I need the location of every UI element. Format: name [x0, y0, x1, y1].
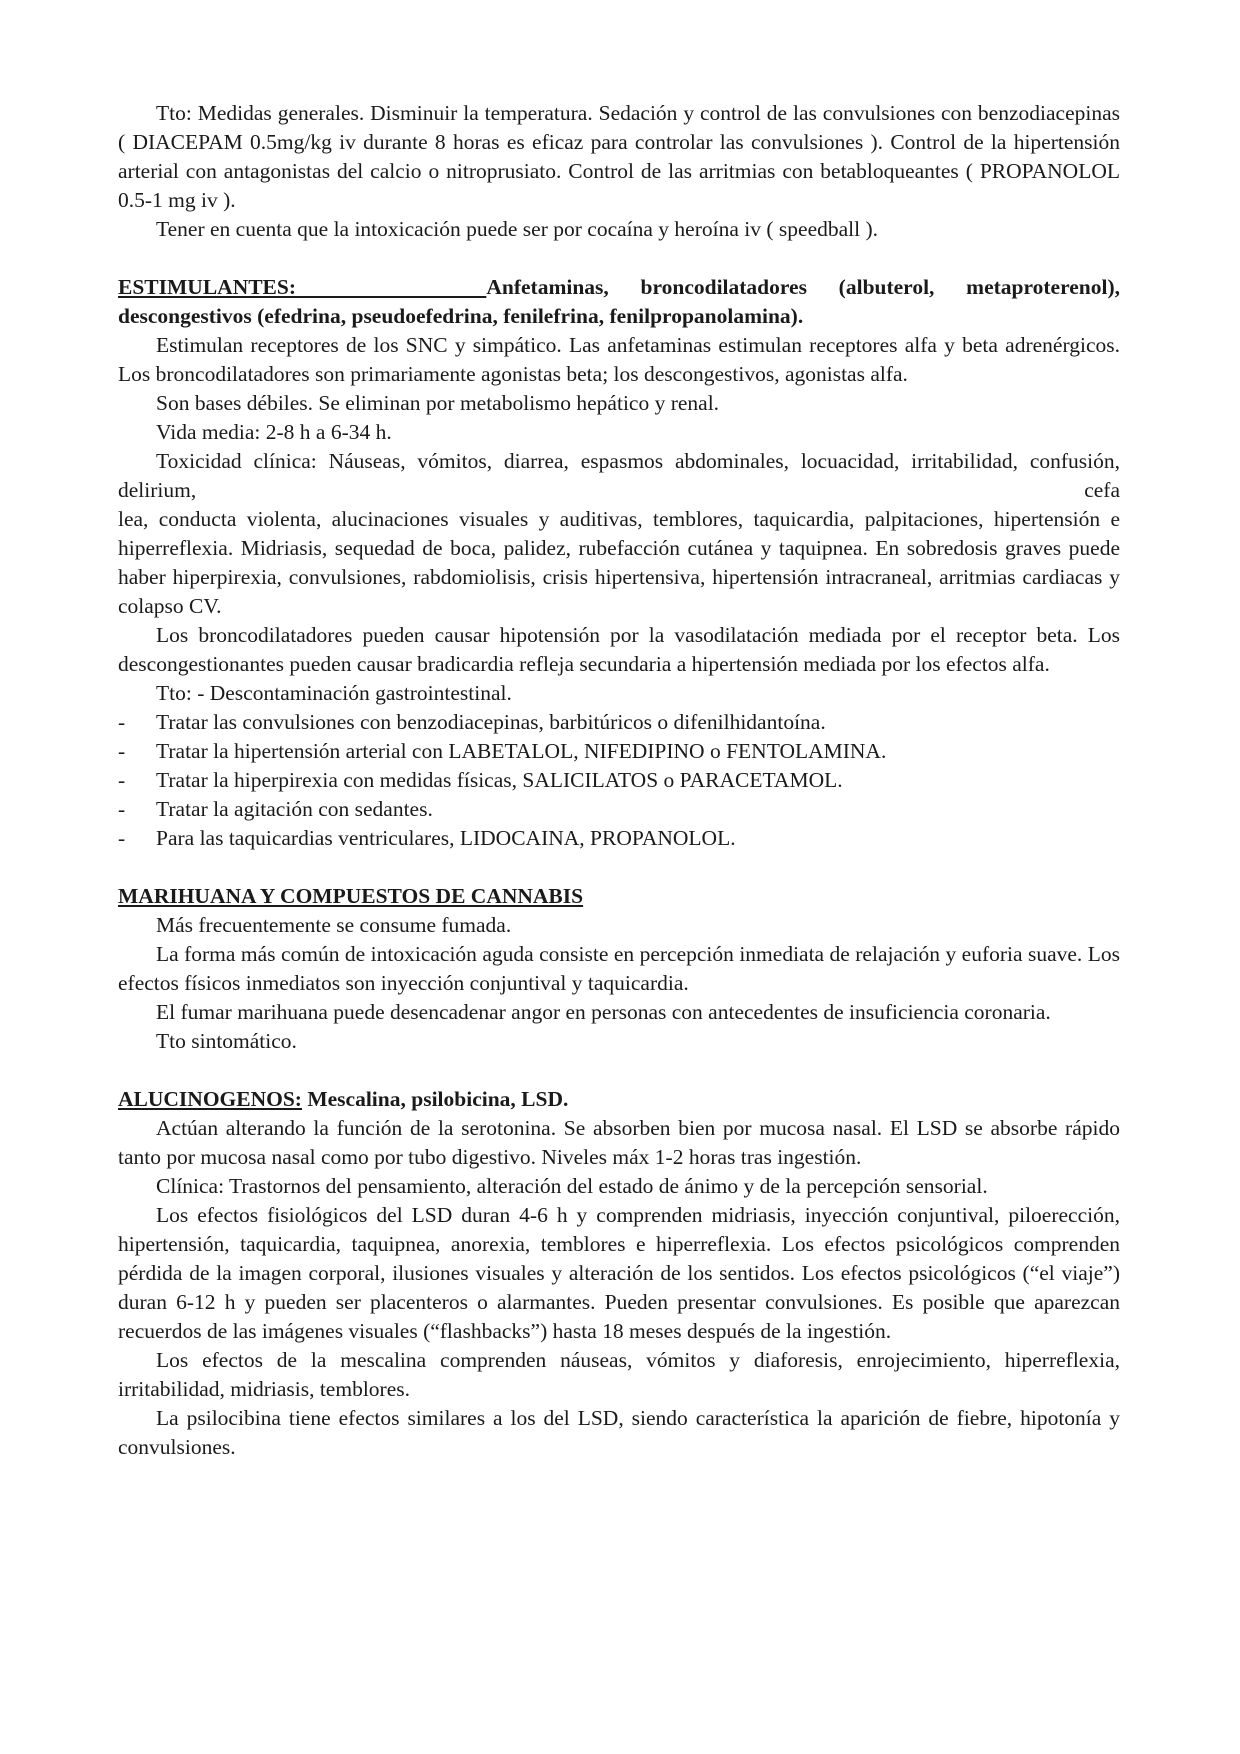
marihuana-heading: [118, 882, 1120, 911]
marihuana-acute-intoxication: La forma más común de intoxicación aguda consiste en percepción inmediata de relajación y euforia suave. Los efectos físicos inmediatos son inyección conjuntival y taquicardia.: [118, 942, 1120, 995]
list-item-text: Para las taquicardias ventriculares, LIDOCAINA, PROPANOLOL.: [156, 826, 736, 850]
intro-speedball-note: Tener en cuenta que la intoxicación puede ser por cocaína y heroína iv ( speedball ).: [156, 217, 879, 241]
estimulantes-heading-line1: [118, 273, 1120, 302]
list-dash: -: [118, 739, 126, 763]
list-item-text: Tratar la agitación con sedantes.: [156, 797, 433, 821]
list-dash: -: [118, 710, 126, 734]
estimulantes-elimination: Son bases débiles. Se eliminan por metabolismo hepático y renal.: [156, 391, 720, 415]
alucinogenos-heading-rest: Mescalina, psilobicina, LSD.: [307, 1087, 569, 1111]
marihuana-heading-text: MARIHUANA Y COMPUESTOS DE CANNABIS: [118, 884, 584, 908]
document-page: [118, 99, 1120, 1462]
section-spacer: [118, 244, 1120, 273]
list-item-text: Tratar las convulsiones con benzodiacepinas, barbitúricos o difenilhidantoína.: [156, 710, 826, 734]
estimulantes-heading-underline-gap: [296, 275, 486, 299]
estimulantes-heading-line2: descongestivos (efedrina, pseudoefedrina, fenilefrina, fenilpropanolamina).: [118, 304, 804, 328]
estimulantes-toxicity-continued: lea, conducta violenta, alucinaciones visuales y auditivas, temblores, taquicardia, palpitaciones, hipertensión e hiperreflexia. Midriasis, sequedad de boca, palidez, rubefacción cutánea y taquipnea. En sobredosis graves puede haber hiperpirexia, convulsiones, rabdomiolisis, crisis hipertensiva, hipertensión intracraneal, arritmias cardiacas y colapso CV.: [118, 507, 1120, 618]
estimulantes-treatment-list: [118, 708, 1120, 853]
list-dash: -: [118, 826, 126, 850]
estimulantes-treatment: Tto: - Descontaminación gastrointestinal.: [156, 681, 512, 705]
list-item: [118, 795, 1120, 824]
estimulantes-mechanism: Estimulan receptores de los SNC y simpático. Las anfetaminas estimulan receptores alfa y beta adrenérgicos. Los broncodilatadores son primariamente agonistas beta; los descongestivos, agonistas alfa.: [118, 333, 1120, 386]
alucinogenos-lsd-effects: Los efectos fisiológicos del LSD duran 4-6 h y comprenden midriasis, inyección conjuntival, piloerección, hipertensión, taquicardia, taquipnea, anorexia, temblores e hiperreflexia. Los efectos psicológicos comprenden pérdida de la imagen corporal, ilusiones visuales y alteración de los sentidos. Los efectos psicológicos (“el viaje”) duran 6-12 h y pueden ser placenteros o alarmantes. Pueden presentar convulsiones. Es posible que aparezcan recuerdos de las imágenes visuales (“flashbacks”) hasta 18 meses después de la ingestión.: [118, 1203, 1120, 1343]
alucinogenos-mescaline-effects: Los efectos de la mescalina comprenden náuseas, vómitos y diaforesis, enrojecimiento, hiperreflexia, irritabilidad, midriasis, temblores.: [118, 1348, 1120, 1401]
list-item-text: Tratar la hiperpirexia con medidas físicas, SALICILATOS o PARACETAMOL.: [156, 768, 843, 792]
list-item: [118, 708, 1120, 737]
list-item: [118, 824, 1120, 853]
list-item-text: Tratar la hipertensión arterial con LABETALOL, NIFEDIPINO o FENTOLAMINA.: [156, 739, 887, 763]
alucinogenos-clinical: Clínica: Trastornos del pensamiento, alteración del estado de ánimo y de la percepción sensorial.: [156, 1174, 988, 1198]
estimulantes-heading-rest: Anfetaminas, broncodilatadores (albuterol, metaproterenol),: [486, 275, 1120, 299]
estimulantes-half-life: Vida media: 2-8 h a 6-34 h.: [156, 420, 392, 444]
alucinogenos-mechanism: Actúan alterando la función de la serotonina. Se absorben bien por mucosa nasal. El LSD se absorbe rápido tanto por mucosa nasal como por tubo digestivo. Niveles máx 1-2 horas tras ingestión.: [118, 1116, 1120, 1169]
estimulantes-toxicity-start: Toxicidad clínica: Náuseas, vómitos, diarrea, espasmos abdominales, locuacidad, irritabilidad, confusión, delirium, cefa: [118, 449, 1120, 502]
marihuana-treatment: Tto sintomático.: [156, 1029, 297, 1053]
marihuana-consumption: Más frecuentemente se consume fumada.: [156, 913, 512, 937]
section-spacer: [118, 853, 1120, 882]
estimulantes-bronchodilators-note: Los broncodilatadores pueden causar hipotensión por la vasodilatación mediada por el receptor beta. Los descongestionantes pueden causar bradicardia refleja secundaria a hipertensión mediada por los efectos alfa.: [118, 623, 1120, 676]
section-spacer: [118, 1056, 1120, 1085]
list-item: [118, 766, 1120, 795]
list-item: [118, 737, 1120, 766]
marihuana-angor-note: El fumar marihuana puede desencadenar angor en personas con antecedentes de insuficiencia coronaria.: [156, 1000, 1051, 1024]
alucinogenos-psilocybin-effects: La psilocibina tiene efectos similares a los del LSD, siendo característica la aparición de fiebre, hipotonía y convulsiones.: [118, 1406, 1120, 1459]
estimulantes-heading-label: ESTIMULANTES:: [118, 275, 297, 299]
alucinogenos-heading: [118, 1085, 1120, 1114]
list-dash: -: [118, 797, 126, 821]
intro-treatment-paragraph: Tto: Medidas generales. Disminuir la temperatura. Sedación y control de las convulsiones con benzodiacepinas ( DIACEPAM 0.5mg/kg iv durante 8 horas es eficaz para controlar las convulsiones ). Control de la hipertensión arterial con antagonistas del calcio o nitroprusiato. Control de las arritmias con betabloqueantes ( PROPANOLOL 0.5-1 mg iv ).: [118, 101, 1120, 212]
list-dash: -: [118, 768, 126, 792]
alucinogenos-heading-label: ALUCINOGENOS:: [118, 1087, 302, 1111]
